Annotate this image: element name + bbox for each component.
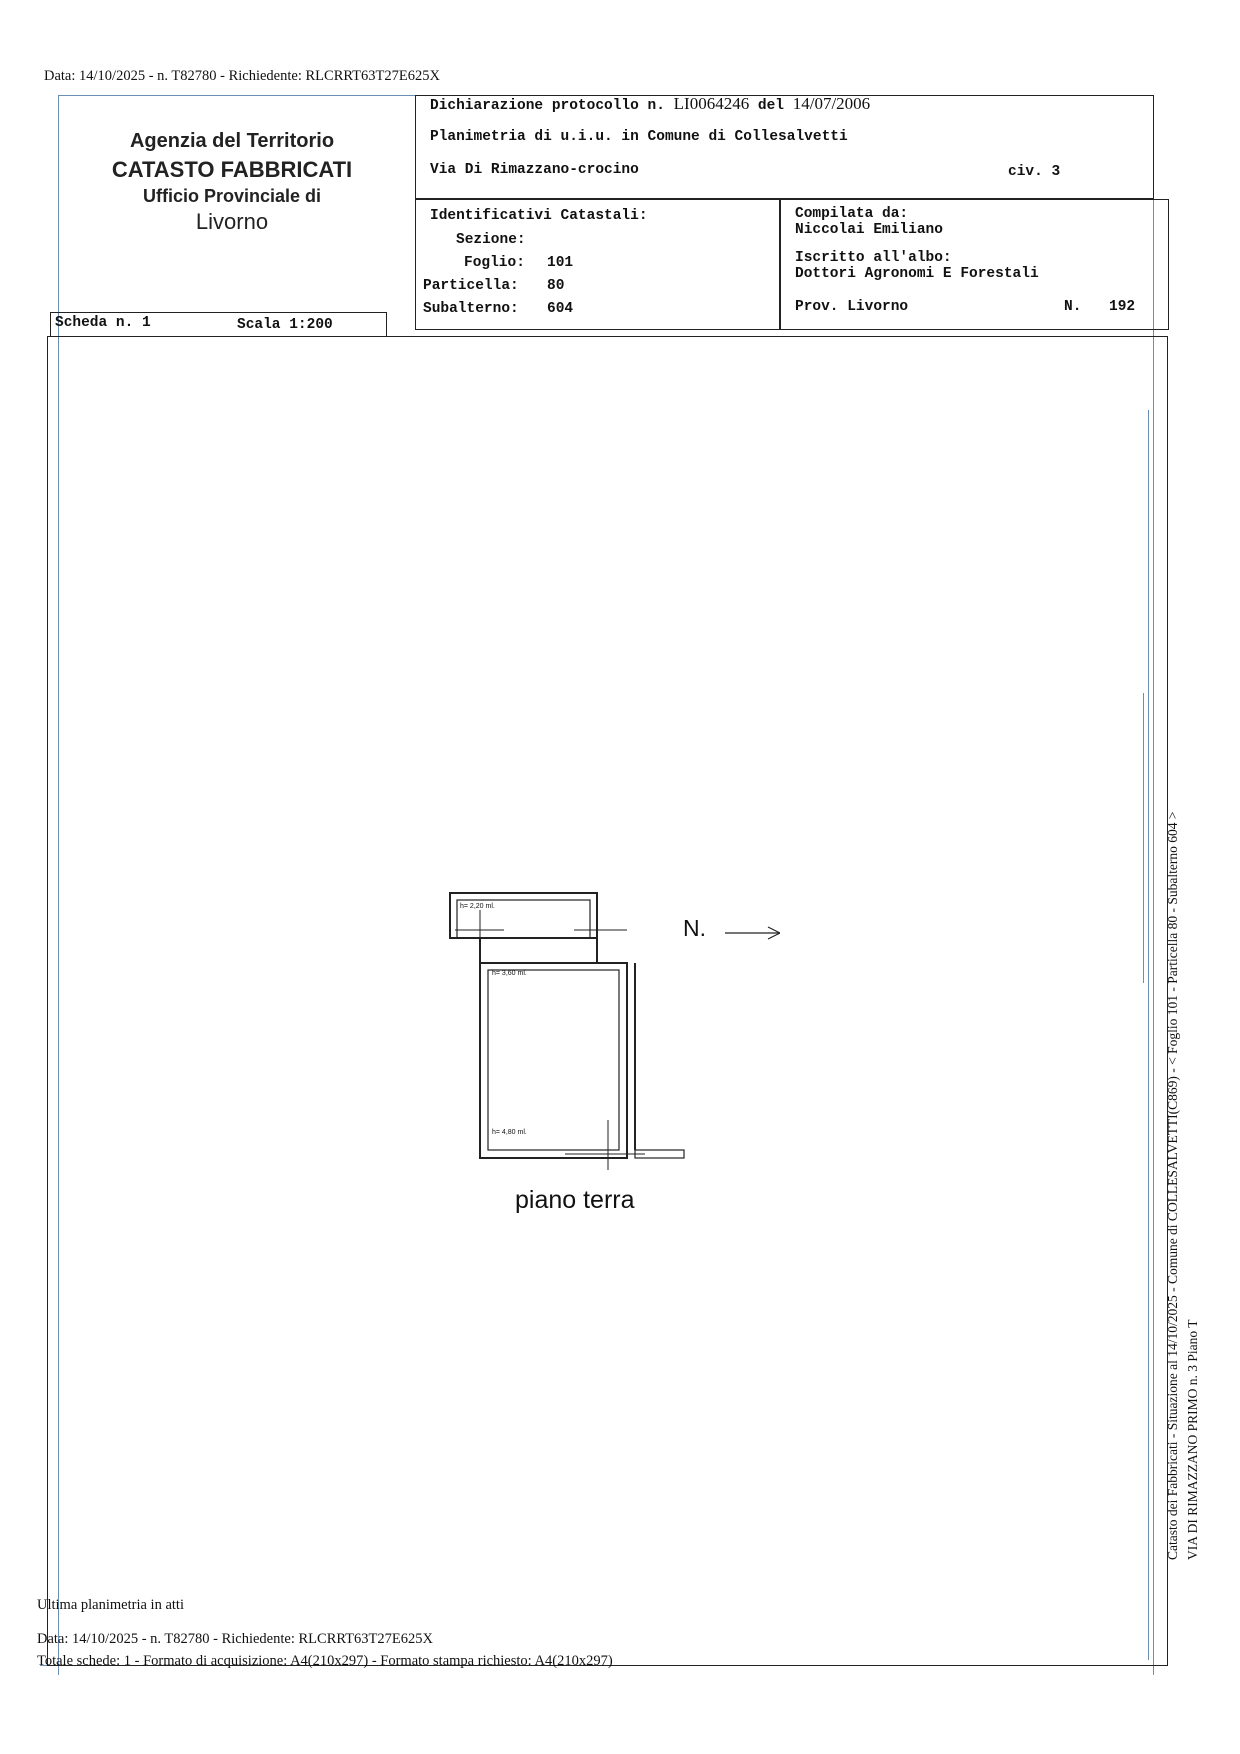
register-label: Iscritto all'albo:	[795, 250, 952, 266]
protocol-label: Dichiarazione protocollo n.	[430, 98, 665, 114]
foglio-value: 101	[547, 255, 574, 271]
address-line: Via Di Rimazzano-crocino	[430, 162, 639, 178]
protocol-date-label: del	[757, 98, 785, 114]
footer-request: Data: 14/10/2025 - n. T82780 - Richiedente: RLCRRT63T27E625X	[37, 1631, 433, 1647]
compiler-name: Niccolai Emiliano	[795, 222, 943, 238]
last-plan-note: Ultima planimetria in atti	[37, 1597, 184, 1613]
compiler-province: Prov. Livorno	[795, 299, 909, 315]
side-address-text: VIA DI RIMAZZANO PRIMO n. 3 Piano T	[1185, 1319, 1200, 1560]
sezione-label: Sezione:	[456, 232, 526, 248]
agency-name: Agenzia del Territorio	[129, 130, 335, 152]
sheet-number: Scheda n. 1	[55, 315, 151, 331]
side-cadastre-text: Catasto dei Fabbricati - Situazione al 14/10/2025 - Comune di COLLESALVETTI(C869) - < Foglio 101 - Particella 80 - Subalterno 604 >	[1165, 811, 1180, 1560]
floor-label: piano terra	[515, 1186, 635, 1214]
subalterno-value: 604	[547, 301, 574, 317]
compiler-title: Compilata da:	[795, 206, 909, 222]
agency-block	[62, 130, 402, 235]
register-value: Dottori Agronomi E Forestali	[795, 266, 1039, 282]
particella-label: Particella:	[423, 278, 519, 294]
identifiers-title: Identificativi Catastali:	[430, 208, 648, 224]
height-label-3: h= 4,80 ml.	[492, 1129, 527, 1136]
compiler-box	[780, 199, 1169, 330]
height-label-2: h= 3,60 ml.	[492, 970, 527, 977]
main-room-inner	[488, 970, 619, 1150]
footer-totals: Totale schede: 1 - Formato di acquisizione: A4(210x297) - Formato stampa richiesto: A4(210x297)	[37, 1653, 613, 1669]
request-header: Data: 14/10/2025 - n. T82780 - Richiedente: RLCRRT63T27E625X	[44, 68, 440, 84]
declaration-box	[415, 95, 1154, 199]
north-label: N.	[683, 915, 706, 941]
height-label-1: h= 2,20 ml.	[460, 903, 495, 910]
cadastre-title: CATASTO FABBRICATI	[111, 157, 353, 182]
office-label: Ufficio Provinciale di	[142, 186, 322, 206]
sheet-info-box	[50, 312, 387, 337]
planimetry-line: Planimetria di u.i.u. in Comune di Collesalvetti	[430, 129, 848, 145]
compiler-number-label: N.	[1064, 299, 1082, 315]
identifiers-box	[415, 199, 780, 330]
floor-plan	[440, 880, 780, 1220]
compiler-number: 192	[1109, 299, 1136, 315]
sheet-scale: Scala 1:200	[237, 317, 333, 333]
civic-number: civ. 3	[1008, 164, 1061, 180]
subalterno-label: Subalterno:	[423, 301, 519, 317]
protocol-number: LI0064246	[673, 94, 750, 113]
office-city: Livorno	[195, 209, 269, 234]
protocol-date: 14/07/2006	[792, 94, 871, 113]
foglio-label: Foglio:	[464, 255, 525, 271]
particella-value: 80	[547, 278, 565, 294]
